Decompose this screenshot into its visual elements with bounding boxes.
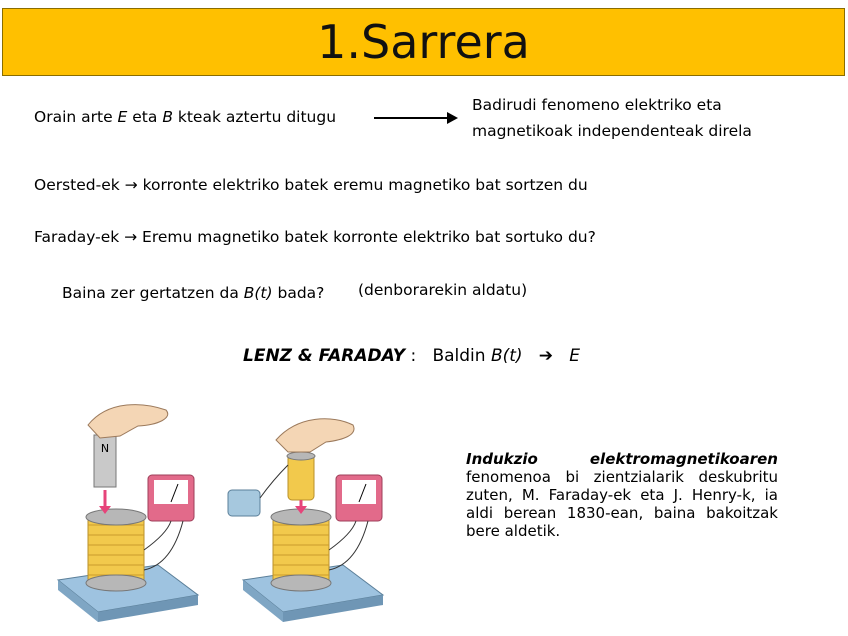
- small-coil-icon: [288, 455, 314, 500]
- oersted-line: Oersted-ek → korronte elektriko batek eremu magnetiko bat sortzen du: [34, 176, 588, 194]
- conclusion-line-2: magnetikoak independenteak direla: [472, 122, 752, 140]
- induction-illustration: [48, 380, 408, 630]
- question-prefix: Baina zer gertatzen da: [62, 284, 244, 302]
- hand-icon: [88, 405, 168, 438]
- long-arrow-icon: [374, 117, 452, 119]
- lenz-line: [243, 346, 580, 366]
- conclusion-line-1: Badirudi fenomeno elektriko eta: [472, 96, 722, 114]
- faraday-line: Faraday-ek → Eremu magnetiko batek korronte elektriko bat sortuko du?: [34, 228, 596, 246]
- hand-icon: [276, 419, 354, 452]
- left-setup: [58, 405, 198, 622]
- description-rest: fenomenoa bi zientzialarik deskubritu zuten, M. Faraday-ek eta J. Henry-k, ia aldi berean 1830-ean, baina bakoitzak bere aldetik.: [466, 468, 778, 540]
- symbol-e: E: [117, 108, 128, 126]
- lenz-colon: : Baldin: [405, 346, 491, 366]
- lenz-faraday-label: LENZ & FARADAY: [243, 346, 406, 366]
- symbol-b: B: [162, 108, 173, 126]
- right-setup: [228, 419, 383, 622]
- question-suffix: bada?: [272, 284, 325, 302]
- intro-suffix: kteak aztertu ditugu: [172, 108, 337, 126]
- intro-mid: eta: [127, 108, 163, 126]
- description-bold: Indukzio elektromagnetikoaren: [466, 450, 778, 468]
- symbol-bt-2: B(t): [490, 346, 523, 366]
- symbol-e-2: E: [569, 346, 580, 366]
- intro-line: [34, 108, 336, 126]
- question-note: (denborarekin aldatu): [358, 281, 528, 299]
- title-bar: [2, 8, 845, 76]
- question-line: [62, 284, 324, 302]
- intro-prefix: Orain arte: [34, 108, 118, 126]
- page-title: 1.Sarrera: [317, 15, 530, 69]
- arrow-head-icon: [447, 112, 458, 124]
- symbol-bt: B(t): [243, 284, 273, 302]
- description-paragraph: [466, 450, 778, 540]
- battery-icon: [228, 490, 260, 516]
- svg-text:N: N: [100, 442, 110, 455]
- bold-arrow-icon: ➔: [538, 346, 554, 366]
